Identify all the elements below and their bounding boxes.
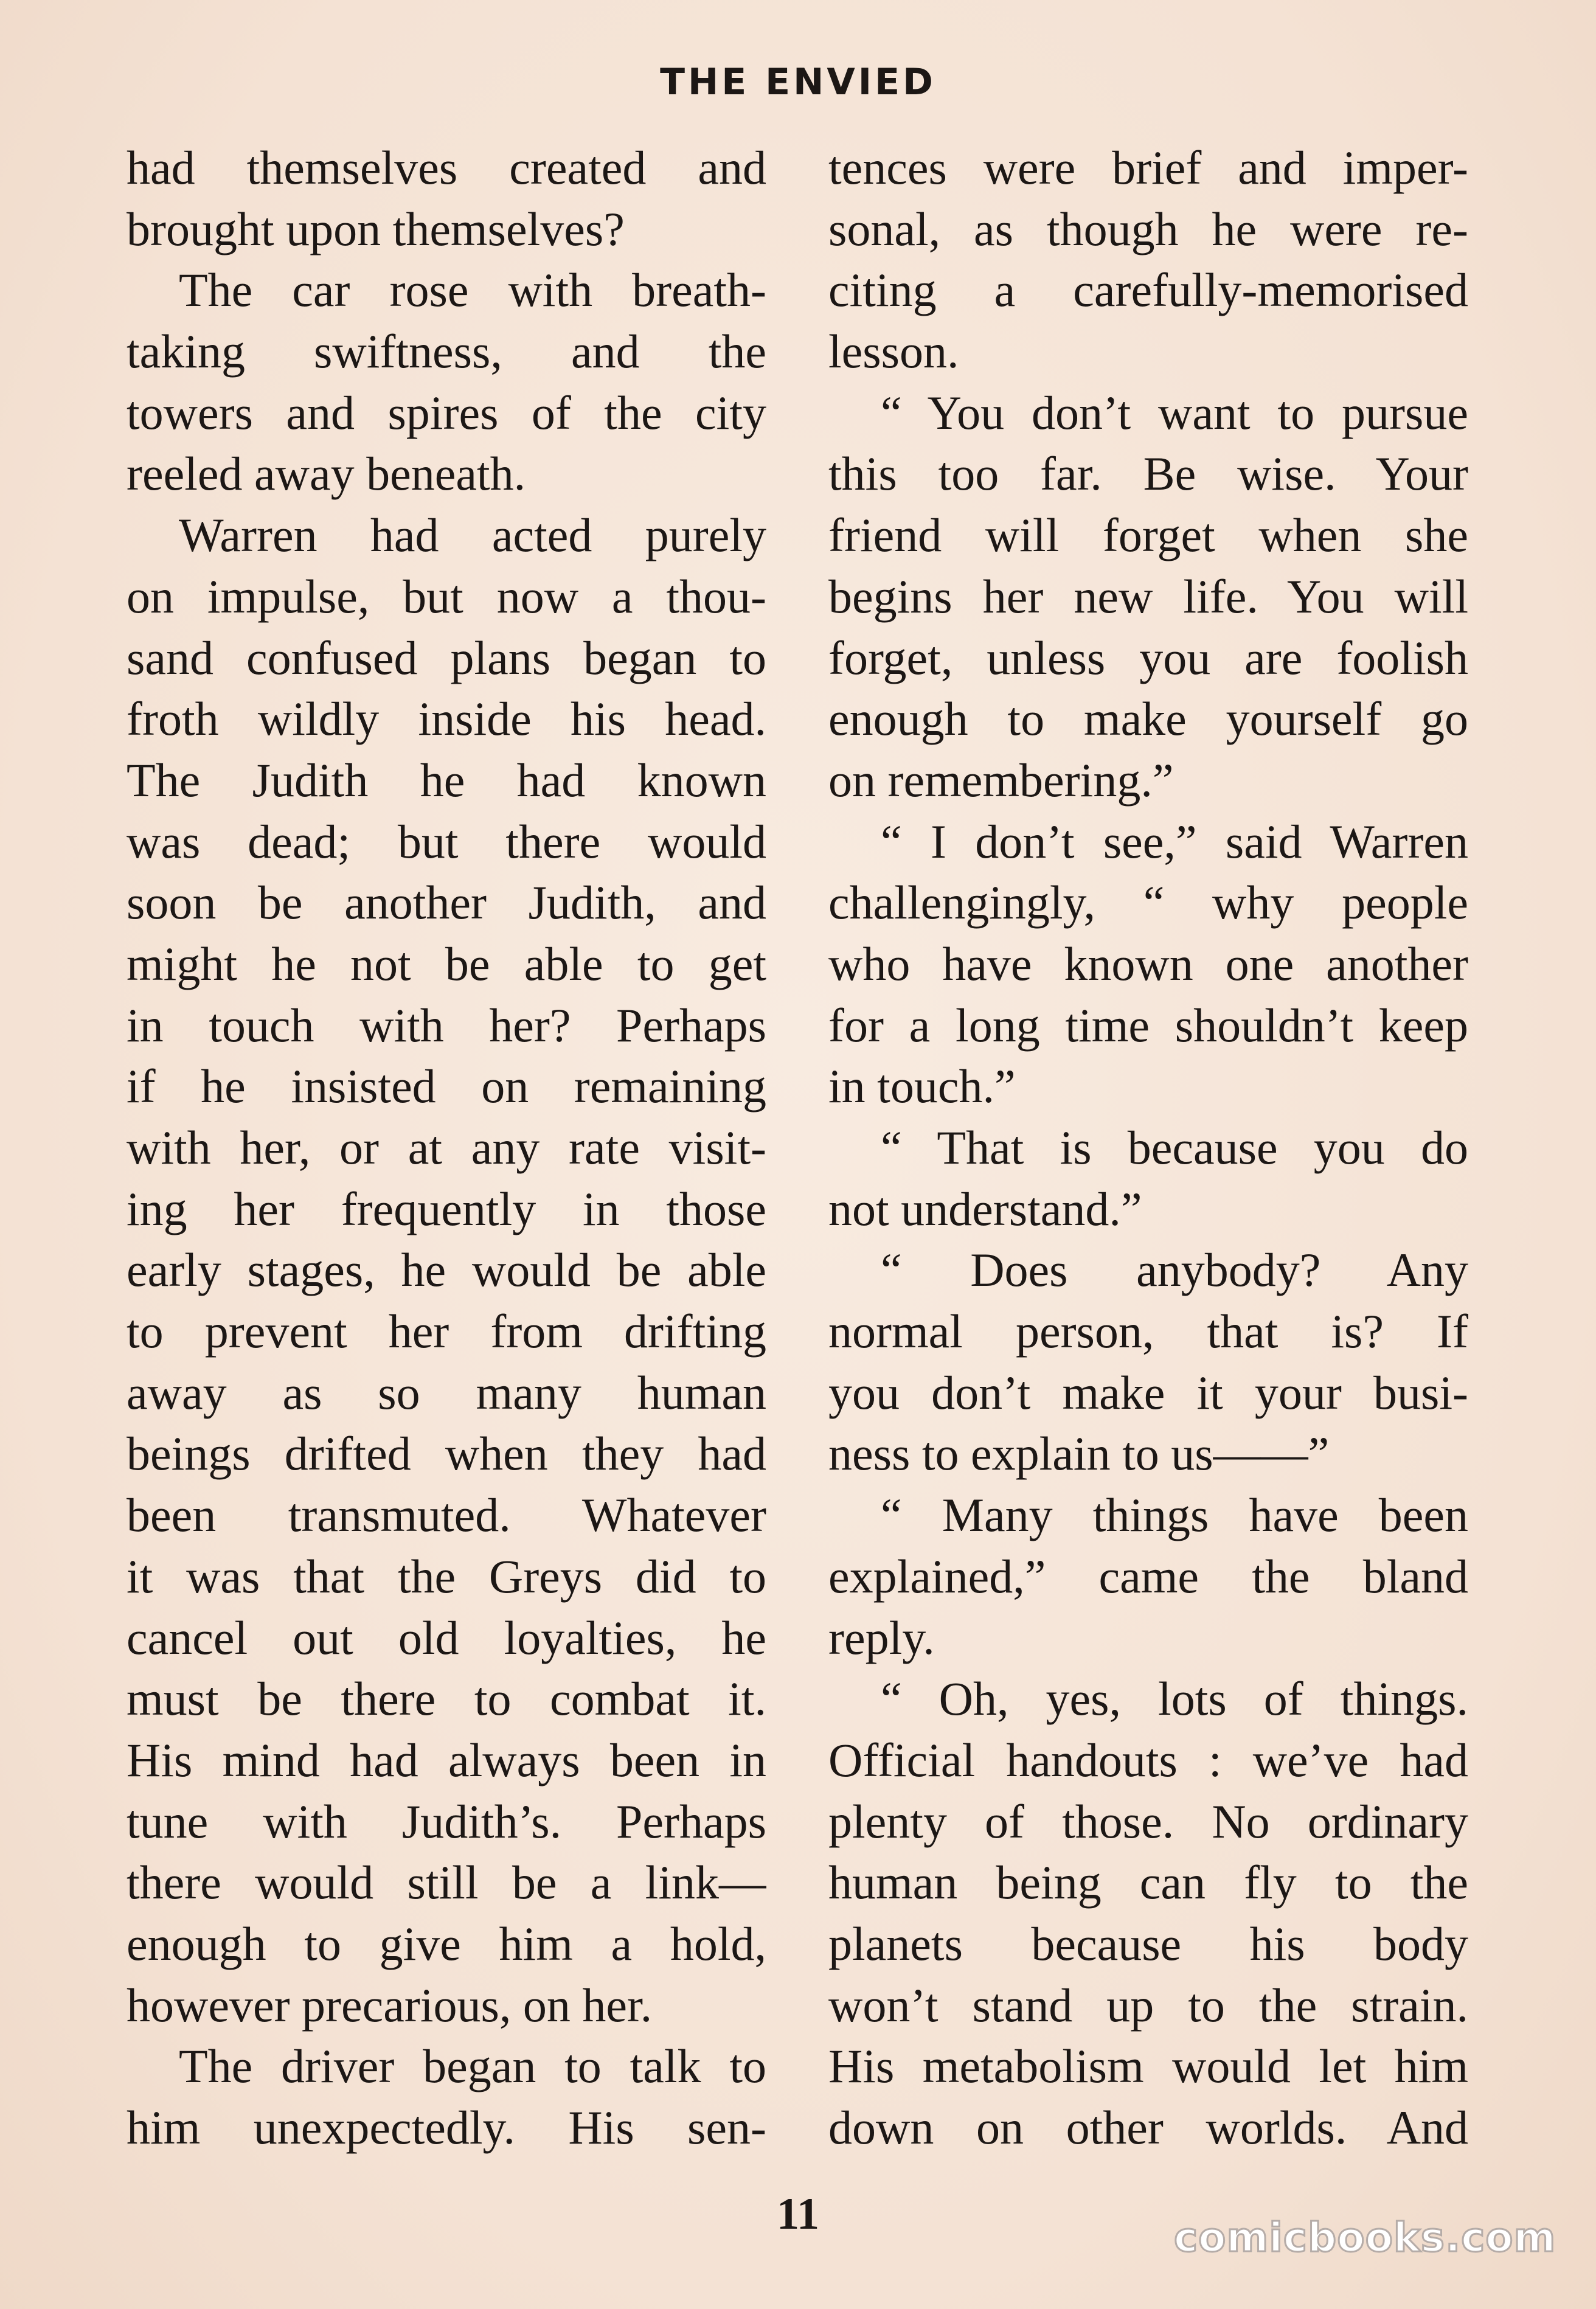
text-line: if he insisted on remaining: [127, 1060, 766, 1113]
text-line: towers and spires of the city: [127, 386, 766, 439]
text-line: must be there to combat it.: [127, 1672, 766, 1726]
text-line: soon be another Judith, and: [127, 876, 766, 929]
text-line: plenty of those. No ordinary: [828, 1794, 1468, 1848]
text-line: won’t stand up to the strain.: [828, 1978, 1468, 2032]
watermark: comicbooks.com: [1174, 2214, 1556, 2261]
running-head: THE ENVIED: [660, 61, 936, 103]
text-line: there would still be a link—: [127, 1856, 766, 1909]
text-line: for a long time shouldn’t keep: [828, 998, 1468, 1052]
text-line: been transmuted. Whatever: [127, 1488, 766, 1542]
text-line: taking swiftness, and the: [127, 325, 766, 378]
text-line: Warren had acted purely: [179, 509, 766, 562]
text-line: The Judith he had known: [127, 753, 766, 807]
text-line: sand confused plans began to: [127, 631, 766, 684]
text-line: “ I don’t see,” said Warren: [881, 814, 1468, 868]
text-line: sonal, as though he were re-: [828, 202, 1468, 255]
text-line: on remembering.”: [828, 753, 1174, 807]
text-line: who have known one another: [828, 937, 1468, 990]
text-line: lesson.: [828, 325, 959, 378]
text-line: challengingly, “ why people: [828, 876, 1468, 929]
text-line: friend will forget when she: [828, 509, 1468, 562]
text-line: The driver began to talk to: [179, 2040, 766, 2093]
text-line: however precarious, on her.: [127, 1978, 653, 2032]
left-text-column: [127, 137, 766, 2159]
text-line: him unexpectedly. His sen-: [127, 2101, 766, 2154]
page-number: 11: [777, 2189, 819, 2239]
text-line: brought upon themselves?: [127, 202, 625, 255]
text-line: normal person, that is? If: [828, 1305, 1468, 1358]
text-line: enough to give him a hold,: [127, 1917, 766, 1970]
text-line: enough to make yourself go: [828, 692, 1468, 746]
text-line: forget, unless you are foolish: [828, 631, 1468, 684]
text-line: “ Does anybody? Any: [881, 1243, 1468, 1297]
text-line: ing her frequently in those: [127, 1182, 766, 1235]
text-line: in touch.”: [828, 1060, 1016, 1113]
text-line: citing a carefully-memorised: [828, 263, 1468, 317]
text-line: tences were brief and imper-: [828, 141, 1468, 194]
text-line: “ Oh, yes, lots of things.: [881, 1672, 1468, 1726]
text-line: early stages, he would be able: [127, 1243, 766, 1297]
text-line: human being can fly to the: [828, 1856, 1468, 1909]
text-line: to prevent her from drifting: [127, 1305, 766, 1358]
text-line: His metabolism would let him: [828, 2040, 1468, 2093]
text-line: The car rose with breath-: [179, 263, 766, 317]
text-line: you don’t make it your busi-: [828, 1366, 1468, 1419]
text-line: was dead; but there would: [127, 814, 766, 868]
text-line: this too far. Be wise. Your: [828, 447, 1468, 501]
text-line: might he not be able to get: [127, 937, 766, 990]
text-line: His mind had always been in: [127, 1733, 766, 1786]
text-line: tune with Judith’s. Perhaps: [127, 1794, 766, 1848]
text-line: had themselves created and: [127, 141, 766, 194]
right-text-column: [828, 137, 1468, 2159]
text-line: “ That is because you do: [881, 1121, 1468, 1174]
text-line: begins her new life. You will: [828, 569, 1468, 623]
text-line: down on other worlds. And: [828, 2101, 1468, 2154]
text-line: “ You don’t want to pursue: [881, 386, 1468, 439]
text-line: explained,” came the bland: [828, 1549, 1468, 1603]
text-line: it was that the Greys did to: [127, 1549, 766, 1603]
text-line: away as so many human: [127, 1366, 766, 1419]
text-line: froth wildly inside his head.: [127, 692, 766, 746]
text-line: with her, or at any rate visit-: [127, 1121, 766, 1174]
text-line: beings drifted when they had: [127, 1427, 766, 1481]
text-line: ness to explain to us——”: [828, 1427, 1330, 1481]
text-line: reply.: [828, 1611, 935, 1664]
text-line: reeled away beneath.: [127, 447, 526, 501]
text-line: on impulse, but now a thou-: [127, 569, 766, 623]
text-line: “ Many things have been: [881, 1488, 1468, 1542]
text-line: not understand.”: [828, 1182, 1142, 1235]
text-line: Official handouts : we’ve had: [828, 1733, 1468, 1786]
text-line: cancel out old loyalties, he: [127, 1611, 766, 1664]
text-line: in touch with her? Perhaps: [127, 998, 766, 1052]
text-line: planets because his body: [828, 1917, 1468, 1970]
